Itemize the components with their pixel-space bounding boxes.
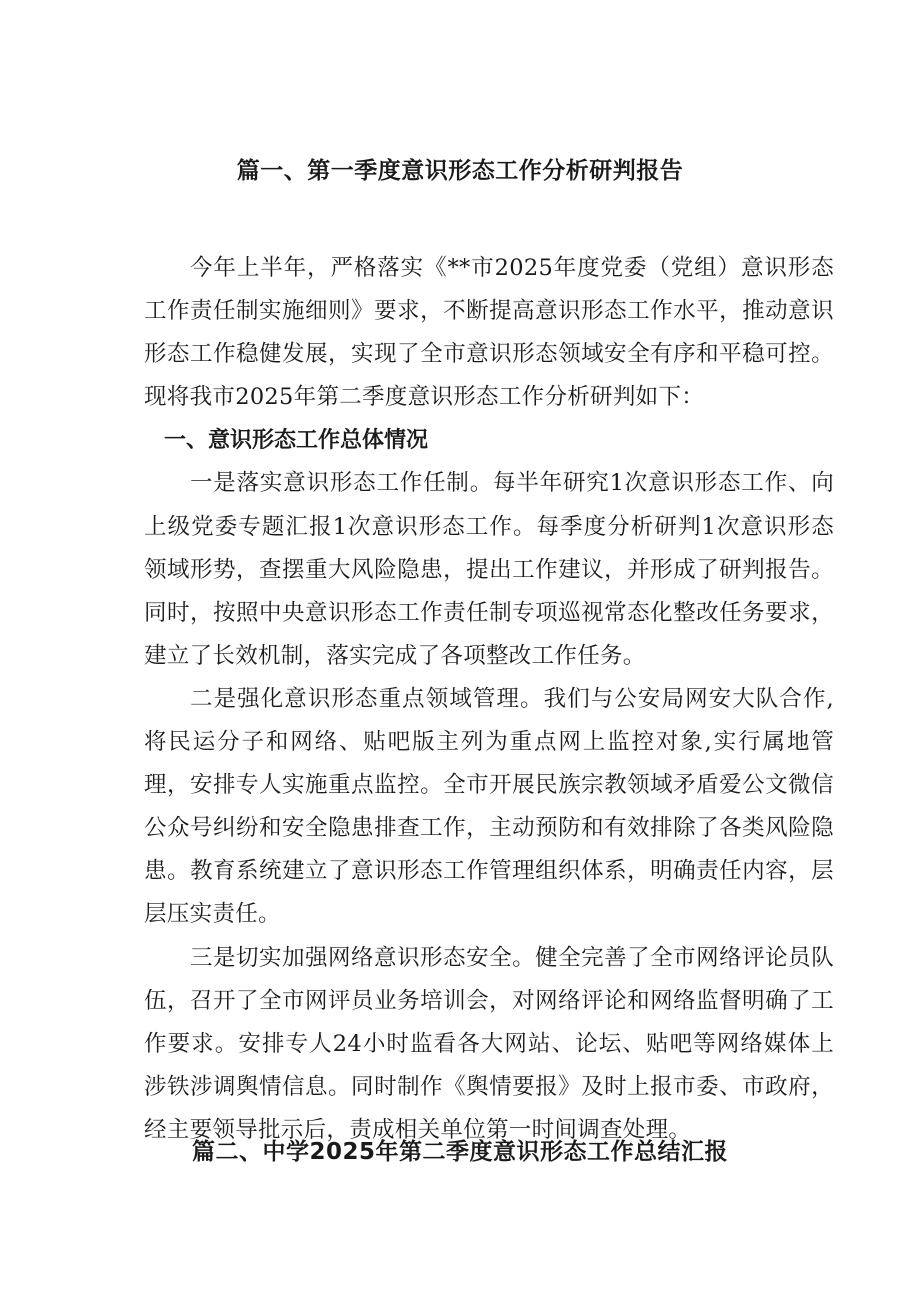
intro-paragraph: 今年上半年，严格落实《**市2025年度党委（党组）意识形态工作责任制实施细则》要求，不断提高意识形态工作水平，推动意识形态工作稳健发展，实现了全市意识形态领域安全有序和平稳可控。现将我市2025年第二季度意识形态工作分析研判如下：	[144, 255, 834, 411]
document-title-1: 篇一、第一季度意识形态工作分析研判报告	[236, 158, 684, 184]
section-heading-1: 一、意识形态工作总体情况	[164, 428, 429, 454]
document-title-2: 篇二、中学2025年第二季度意识形态工作总结汇报	[191, 1139, 728, 1165]
paragraph-1: 一是落实意识形态工作任制。每半年研究1次意识形态工作、向上级党委专题汇报1次意识形态工作。每季度分析研判1次意识形态领域形势，查摆重大风险隐患，提出工作建议，并形成了研判报告。同时，按照中央意识形态工作责任制专项巡视常态化整改任务要求，建立了长效机制，落实完成了各项整改工作任务。	[144, 470, 834, 669]
document-body	[144, 247, 834, 1152]
paragraph-2: 二是强化意识形态重点领域管理。我们与公安局网安大队合作,将民运分子和网络、贴吧版主列为重点网上监控对象,实行属地管理，安排专人实施重点监控。全市开展民族宗教领域矛盾爱公文微信公众号纠纷和安全隐患排查工作，主动预防和有效排除了各类风险隐患。教育系统建立了意识形态工作管理组织体系，明确责任内容，层层压实责任。	[144, 685, 834, 928]
paragraph-3: 三是切实加强网络意识形态安全。健全完善了全市网络评论员队伍，召开了全市网评员业务培训会，对网络评论和网络监督明确了工作要求。安排专人24小时监看各大网站、论坛、贴吧等网络媒体上涉铁涉调舆情信息。同时制作《舆情要报》及时上报市委、市政府，经主要领导批示后，责成相关单位第一时间调查处理。	[144, 944, 834, 1143]
